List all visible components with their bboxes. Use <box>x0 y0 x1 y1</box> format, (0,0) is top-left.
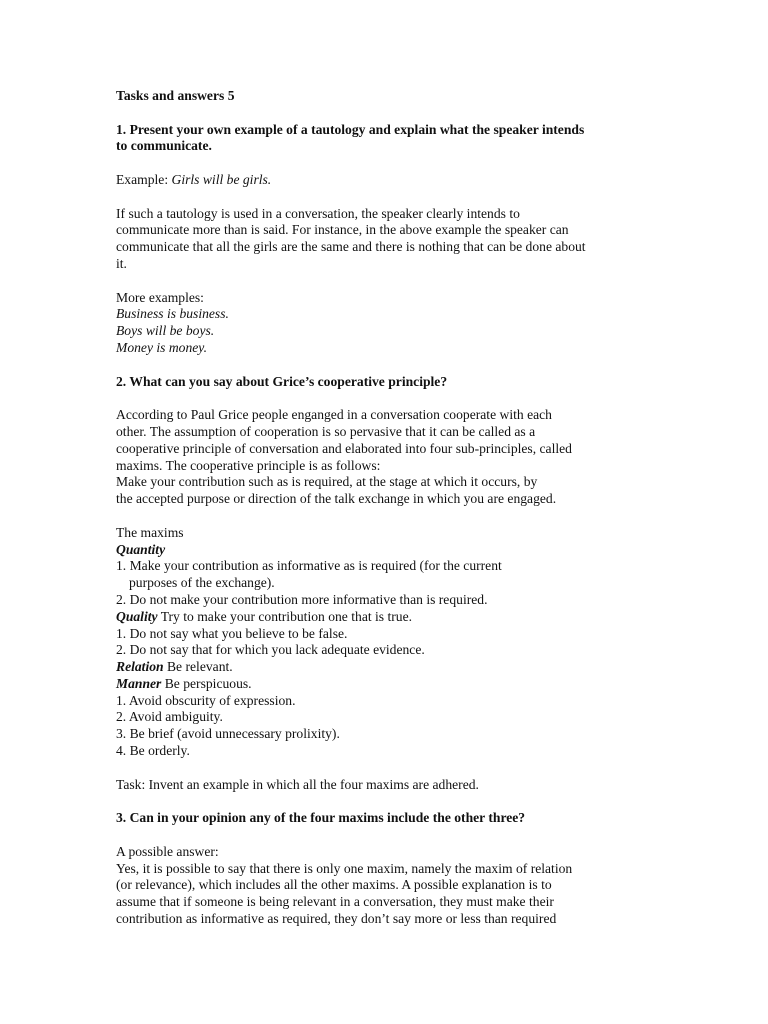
spacer <box>116 390 661 407</box>
question-3: 3. Can in your opinion any of the four maxims include the other three? <box>116 810 526 826</box>
spacer <box>116 760 661 777</box>
manner-item: 4. Be orderly. <box>116 743 190 759</box>
spacer <box>116 273 661 290</box>
relation-line <box>116 659 661 676</box>
answer-label: A possible answer: <box>116 843 219 859</box>
document-title: Tasks and answers 5 <box>116 88 235 103</box>
relation-heading: Relation <box>116 659 164 675</box>
spacer <box>116 508 661 525</box>
manner-line <box>116 676 661 693</box>
manner-item: 3. Be brief (avoid unnecessary prolixity). <box>116 726 340 742</box>
spacer <box>116 189 661 206</box>
maxims-label: The maxims <box>116 524 184 540</box>
quantity-item: 1. Make your contribution as informative as is required (for the current <box>116 558 502 574</box>
answer-line: Yes, it is possible to say that there is only one maxim, namely the maxim of relation <box>116 860 573 876</box>
more-example-item: Business is business. <box>116 306 229 322</box>
quantity-item-continued: purposes of the exchange). <box>129 575 275 591</box>
more-examples-label: More examples: <box>116 289 204 305</box>
q2-paragraph-line: According to Paul Grice people enganged in a conversation cooperate with each <box>116 407 552 423</box>
manner-item: 2. Avoid ambiguity. <box>116 709 223 725</box>
q1-paragraph-line: communicate that all the girls are the same and there is nothing that can be done about <box>116 239 586 255</box>
q2-paragraph-line: cooperative principle of conversation and elaborated into four sub-principles, called <box>116 440 572 456</box>
question-2: 2. What can you say about Grice’s cooperative principle? <box>116 373 448 389</box>
spacer <box>116 155 661 172</box>
spacer <box>116 357 661 374</box>
spacer <box>116 827 661 844</box>
spacer <box>116 793 661 810</box>
relation-text: Be relevant. <box>163 659 233 675</box>
manner-heading: Manner <box>116 675 162 691</box>
answer-line: contribution as informative as required, they don’t say more or less than required <box>116 911 557 927</box>
example-text: Girls will be girls. <box>171 171 272 187</box>
q1-paragraph-line: If such a tautology is used in a conversation, the speaker clearly intends to <box>116 205 520 221</box>
answer-line: assume that if someone is being relevant in a conversation, they must make their <box>116 894 554 910</box>
document-page <box>116 88 661 928</box>
quality-line <box>116 609 661 626</box>
example-label: Example: <box>116 171 172 187</box>
question-1-line-1: 1. Present your own example of a tautology and explain what the speaker intends <box>116 121 585 137</box>
q2-paragraph-line: maxims. The cooperative principle is as follows: <box>116 457 381 473</box>
task-line: Task: Invent an example in which all the four maxims are adhered. <box>116 776 479 792</box>
more-example-item: Money is money. <box>116 339 207 355</box>
q2-paragraph-line: the accepted purpose or direction of the talk exchange in which you are engaged. <box>116 491 557 507</box>
q1-paragraph-line: it. <box>116 255 127 271</box>
question-1-line-2: to communicate. <box>116 138 212 154</box>
manner-item: 1. Avoid obscurity of expression. <box>116 692 296 708</box>
quality-text: Try to make your contribution one that is true. <box>157 608 413 624</box>
quality-item: 1. Do not say what you believe to be false. <box>116 625 348 641</box>
quality-heading: Quality <box>116 608 158 624</box>
quantity-item: 2. Do not make your contribution more informative than is required. <box>116 591 488 607</box>
quality-item: 2. Do not say that for which you lack adequate evidence. <box>116 642 425 658</box>
spacer <box>116 105 661 122</box>
more-example-item: Boys will be boys. <box>116 323 215 339</box>
manner-text: Be perspicuous. <box>161 675 252 691</box>
example-line <box>116 172 661 189</box>
answer-line: (or relevance), which includes all the other maxims. A possible explanation is to <box>116 877 552 893</box>
q2-paragraph-line: other. The assumption of cooperation is so pervasive that it can be called as a <box>116 423 536 439</box>
q2-paragraph-line: Make your contribution such as is required, at the stage at which it occurs, by <box>116 474 538 490</box>
q1-paragraph-line: communicate more than is said. For instance, in the above example the speaker can <box>116 222 569 238</box>
quantity-heading: Quantity <box>116 541 166 557</box>
